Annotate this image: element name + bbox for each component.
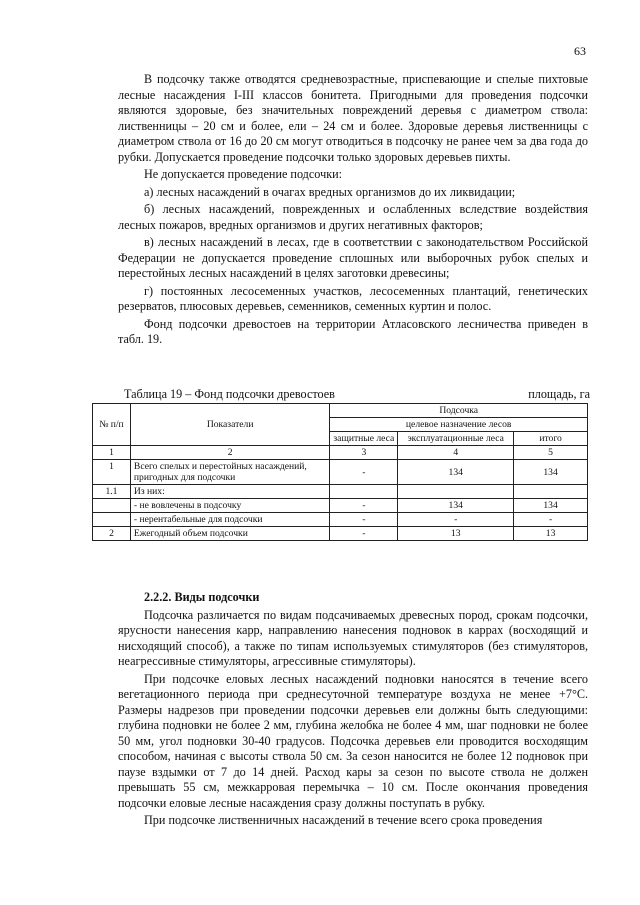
row-exploitation: 13 bbox=[398, 527, 514, 541]
row-total: 134 bbox=[514, 499, 588, 513]
paragraph: Не допускается проведение подсочки: bbox=[144, 167, 343, 181]
row-total: 134 bbox=[514, 460, 588, 485]
col-number: 3 bbox=[330, 446, 398, 460]
row-label: Всего спелых и перестойных насаждений, пригодных для подсочки bbox=[130, 460, 329, 485]
row-num: 1.1 bbox=[93, 485, 131, 499]
header-indicators: Показатели bbox=[130, 404, 329, 446]
paragraph: Фонд подсочки древостоев на территории Атласовского лесничества приведен в табл. 19. bbox=[118, 316, 588, 346]
list-item: а) лесных насаждений в очагах вредных организмов до их ликвидации; bbox=[144, 184, 516, 199]
col-number: 5 bbox=[514, 446, 588, 460]
col-number: 1 bbox=[93, 446, 131, 460]
table-unit: площадь, га bbox=[528, 387, 590, 401]
col-number: 4 bbox=[398, 446, 514, 460]
column-numbers-row bbox=[93, 446, 588, 460]
row-total: - bbox=[514, 513, 588, 527]
header-group: Подсочка bbox=[330, 404, 588, 418]
header-exploitation: эксплуатационные леса bbox=[398, 432, 514, 446]
row-protective bbox=[330, 485, 398, 499]
row-total bbox=[514, 485, 588, 499]
row-exploitation: 134 bbox=[398, 460, 514, 485]
col-number: 2 bbox=[130, 446, 329, 460]
paragraph: Подсочка различается по видам подсачиваемых древесных пород, срокам подсочки, ярусности нанесения карр, направлению нанесения подновок в каррах (восходящий и нисходящий способ), а также по типам используемых стимуляторов (без стимуляторов, неагрессивные стимуляторы, агрессивные стимуляторы). bbox=[118, 607, 588, 668]
table-caption: Таблица 19 – Фонд подсочки древостоев bbox=[124, 387, 335, 401]
table-caption-row bbox=[124, 387, 590, 402]
table-row bbox=[93, 513, 588, 527]
row-label: Из них: bbox=[130, 485, 329, 499]
paragraph: При подсочке еловых лесных насаждений подновки наносятся в течение всего вегетационного периода при среднесуточной температуре воздуха не менее +7°С. Размеры надрезов при проведении подсочки деревьев ели должны быть следующими: глубина подновки не более 2 мм, глубина желобка не более 4 мм, шаг подновки не более 50 мм, угол подновки 30-40 градусов. Подсочка деревьев ели проводится восходящим способом, начиная с высоты ствола 50 см. За сезон наносится не более 12 подновок при паузе вздымки от 7 до 14 дней. Расход кары за сезон по высоте ствола не должен превышать 55 см, межкарровая перемычка – 10 см. После окончания проведения подсочки еловые лесные насаждения сразу должны поступать в рубку. bbox=[118, 671, 588, 810]
row-total: 13 bbox=[514, 527, 588, 541]
table-row bbox=[93, 499, 588, 513]
list-item: в) лесных насаждений в лесах, где в соответствии с законодательством Российской Федерации не допускается проведение сплошных или выборочных рубок спелых и перестойных лесных насаждений в целях заготовки древесины; bbox=[118, 235, 588, 280]
header-num: № п/п bbox=[93, 404, 131, 446]
row-protective: - bbox=[330, 460, 398, 485]
row-label: - нерентабельные для подсочки bbox=[130, 513, 329, 527]
row-label: Ежегодный объем подсочки bbox=[130, 527, 329, 541]
table-row bbox=[93, 485, 588, 499]
list-item: г) постоянных лесосеменных участков, лесосеменных плантаций, генетических резерватов, плюсовых деревьев, семенников, семенных куртин и полос. bbox=[118, 283, 588, 313]
list-item: б) лесных насаждений, поврежденных и ослабленных вследствие воздействия лесных пожаров, вредных организмов и других негативных факторов; bbox=[118, 202, 588, 232]
page-number: 63 bbox=[574, 44, 586, 58]
row-exploitation: - bbox=[398, 513, 514, 527]
section-text bbox=[118, 590, 588, 831]
paragraph: В подсочку также отводятся средневозрастные, приспевающие и спелые пихтовые лесные насаждения I-III классов бонитета. Пригодными для проведения подсочки являются здоровые, без значительных повреждений деревья с диаметром ствола: лиственницы – 20 см и более, ели – 24 см и более. Здоровые деревья лиственницы с диаметром ствола от 16 до 20 см могут отводиться в подсочку не ранее чем за два года до рубки. Допускается проведение подсочки только здоровых деревьев пихты. bbox=[118, 72, 588, 164]
row-protective: - bbox=[330, 499, 398, 513]
row-num bbox=[93, 513, 131, 527]
header-protective: защитные леса bbox=[330, 432, 398, 446]
row-protective: - bbox=[330, 527, 398, 541]
table-row bbox=[93, 460, 588, 485]
row-num: 1 bbox=[93, 460, 131, 485]
row-protective: - bbox=[330, 513, 398, 527]
fund-table bbox=[92, 403, 588, 541]
row-exploitation: 134 bbox=[398, 499, 514, 513]
header-subgroup: целевое назначение лесов bbox=[330, 418, 588, 432]
row-exploitation bbox=[398, 485, 514, 499]
header-total: итого bbox=[514, 432, 588, 446]
intro-text bbox=[118, 72, 588, 350]
row-num bbox=[93, 499, 131, 513]
table-row bbox=[93, 527, 588, 541]
section-heading: 2.2.2. Виды подсочки bbox=[144, 590, 260, 604]
paragraph: При подсочке лиственничных насаждений в течение всего срока проведения bbox=[144, 813, 543, 827]
row-num: 2 bbox=[93, 527, 131, 541]
row-label: - не вовлечены в подсочку bbox=[130, 499, 329, 513]
